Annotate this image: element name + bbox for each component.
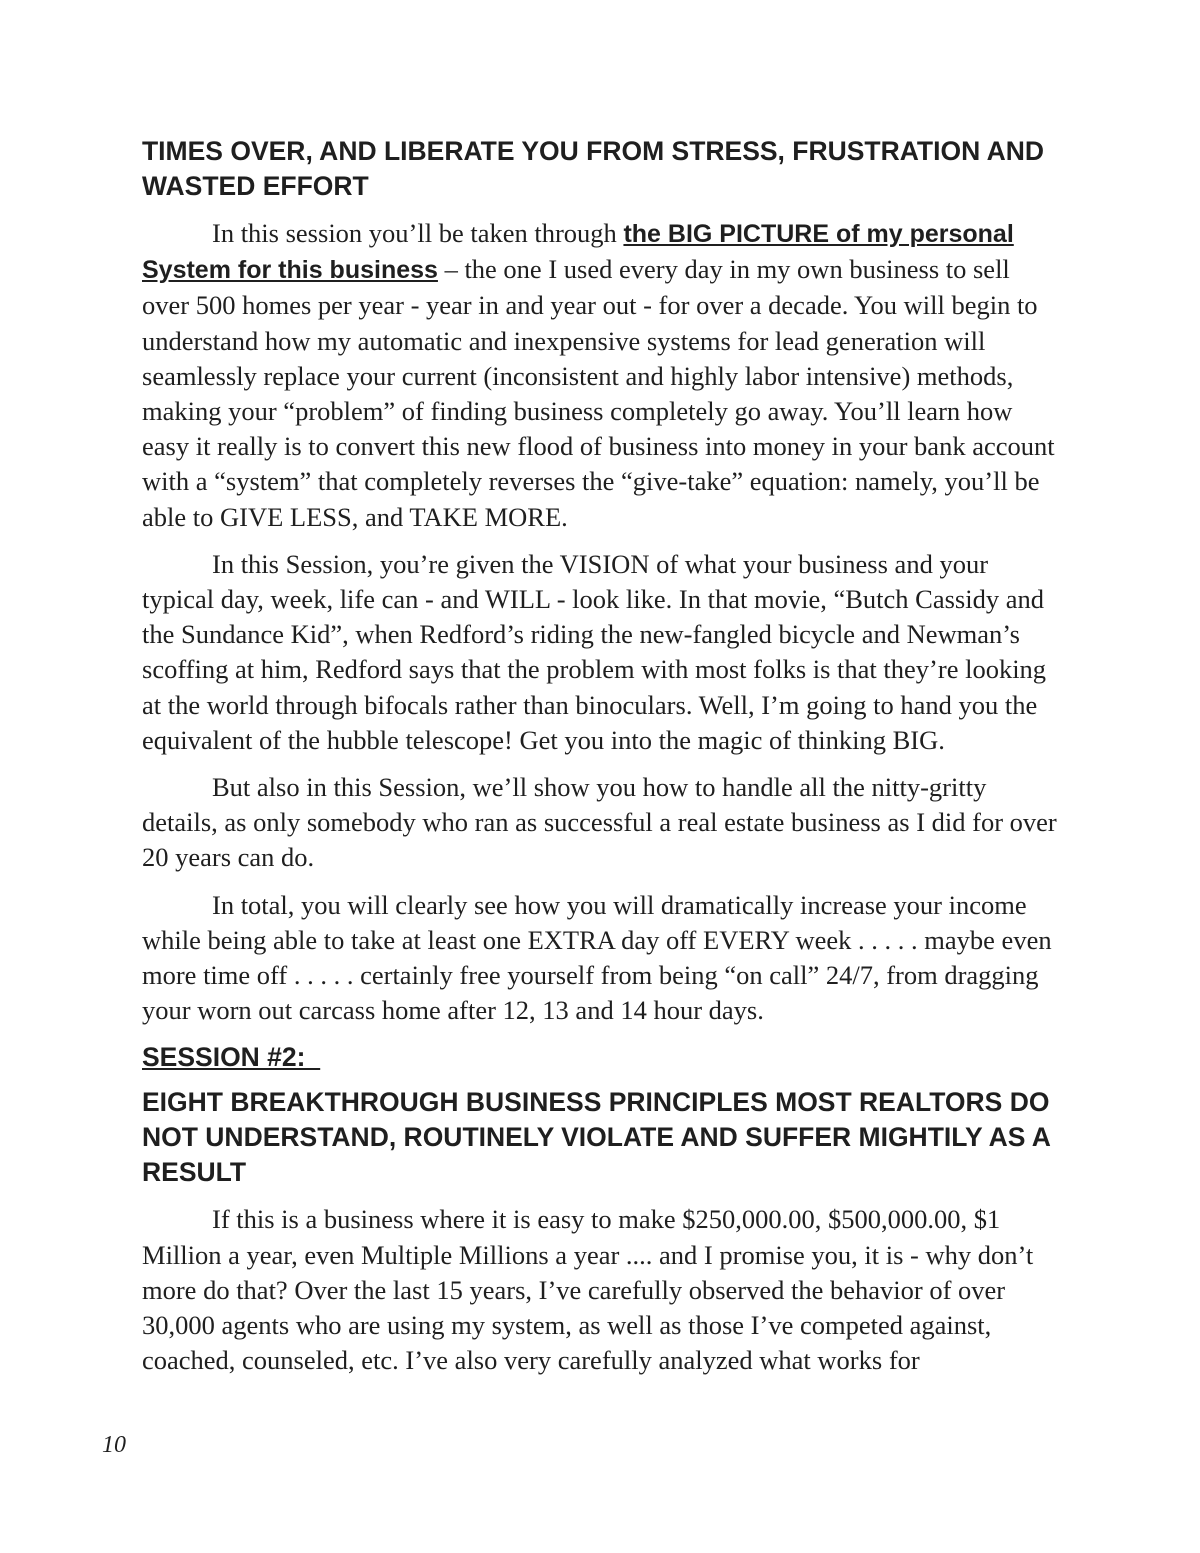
session-label: SESSION #2: xyxy=(142,1042,321,1073)
page-content xyxy=(142,134,1062,1390)
paragraph-1-body: – the one I used every day in my own business to sell over 500 homes per year - year in and year out - for over a decade. You will begin to understand how my automatic and inexpensive systems for lead generation will seamlessly replace your current (inconsistent and highly labor intensive) methods, making your “problem” of finding business completely go away. You’ll learn how easy it really is to convert this new flood of business into money in your bank account with a “system” that completely reverses the “give-take” equation: namely, you’ll be able to GIVE LESS, and TAKE MORE. xyxy=(142,254,1055,532)
paragraph-5: If this is a business where it is easy to make $250,000.00, $500,000.00, $1 Million a year, even Multiple Millions a year .... and I promise you, it is - why don’t more do that? Over the last 15 years, I’ve carefully observed the behavior of over 30,000 agents who are using my system, as well as those I’ve competed against, coached, counseled, etc. I’ve also very carefully analyzed what works for xyxy=(142,1204,1034,1376)
paragraph-2: In this Session, you’re given the VISION of what your business and your typical day, week, life can - and WILL - look like. In that movie, “Butch Cassidy and the Sundance Kid”, when Redford’s riding the new-fangled bicycle and Newman’s scoffing at him, Redford says that the problem with most folks is that they’re looking at the world through bifocals rather than binoculars. Well, I’m going to hand you the equivalent of the hubble telescope! Get you into the magic of thinking BIG. xyxy=(142,548,1047,755)
paragraph-1 xyxy=(142,216,1062,535)
paragraph-1-intro: In this session you’ll be taken through xyxy=(212,218,624,248)
paragraph-3: But also in this Session, we’ll show you how to handle all the nitty-gritty details, as only somebody who ran as successful a real estate business as I did for over 20 years can do. xyxy=(142,772,1057,873)
section-heading-top: TIMES OVER, AND LIBERATE YOU FROM STRESS, FRUSTRATION AND WASTED EFFORT xyxy=(142,136,1045,201)
session-title: EIGHT BREAKTHROUGH BUSINESS PRINCIPLES MOST REALTORS DO NOT UNDERSTAND, ROUTINELY VIOLATE AND SUFFER MIGHTILY AS A RESULT xyxy=(142,1087,1050,1188)
page-number: 10 xyxy=(102,1432,126,1458)
big-picture-emphasis: the BIG PICTURE of my personal System for this business xyxy=(142,220,1014,285)
paragraph-4: In total, you will clearly see how you will dramatically increase your income while being able to take at least one EXTRA day off EVERY week . . . . . maybe even more time off . . . . . certainly free yourself from being “on call” 24/7, from dragging your worn out carcass home after 12, 13 and 14 hour days. xyxy=(142,889,1052,1026)
